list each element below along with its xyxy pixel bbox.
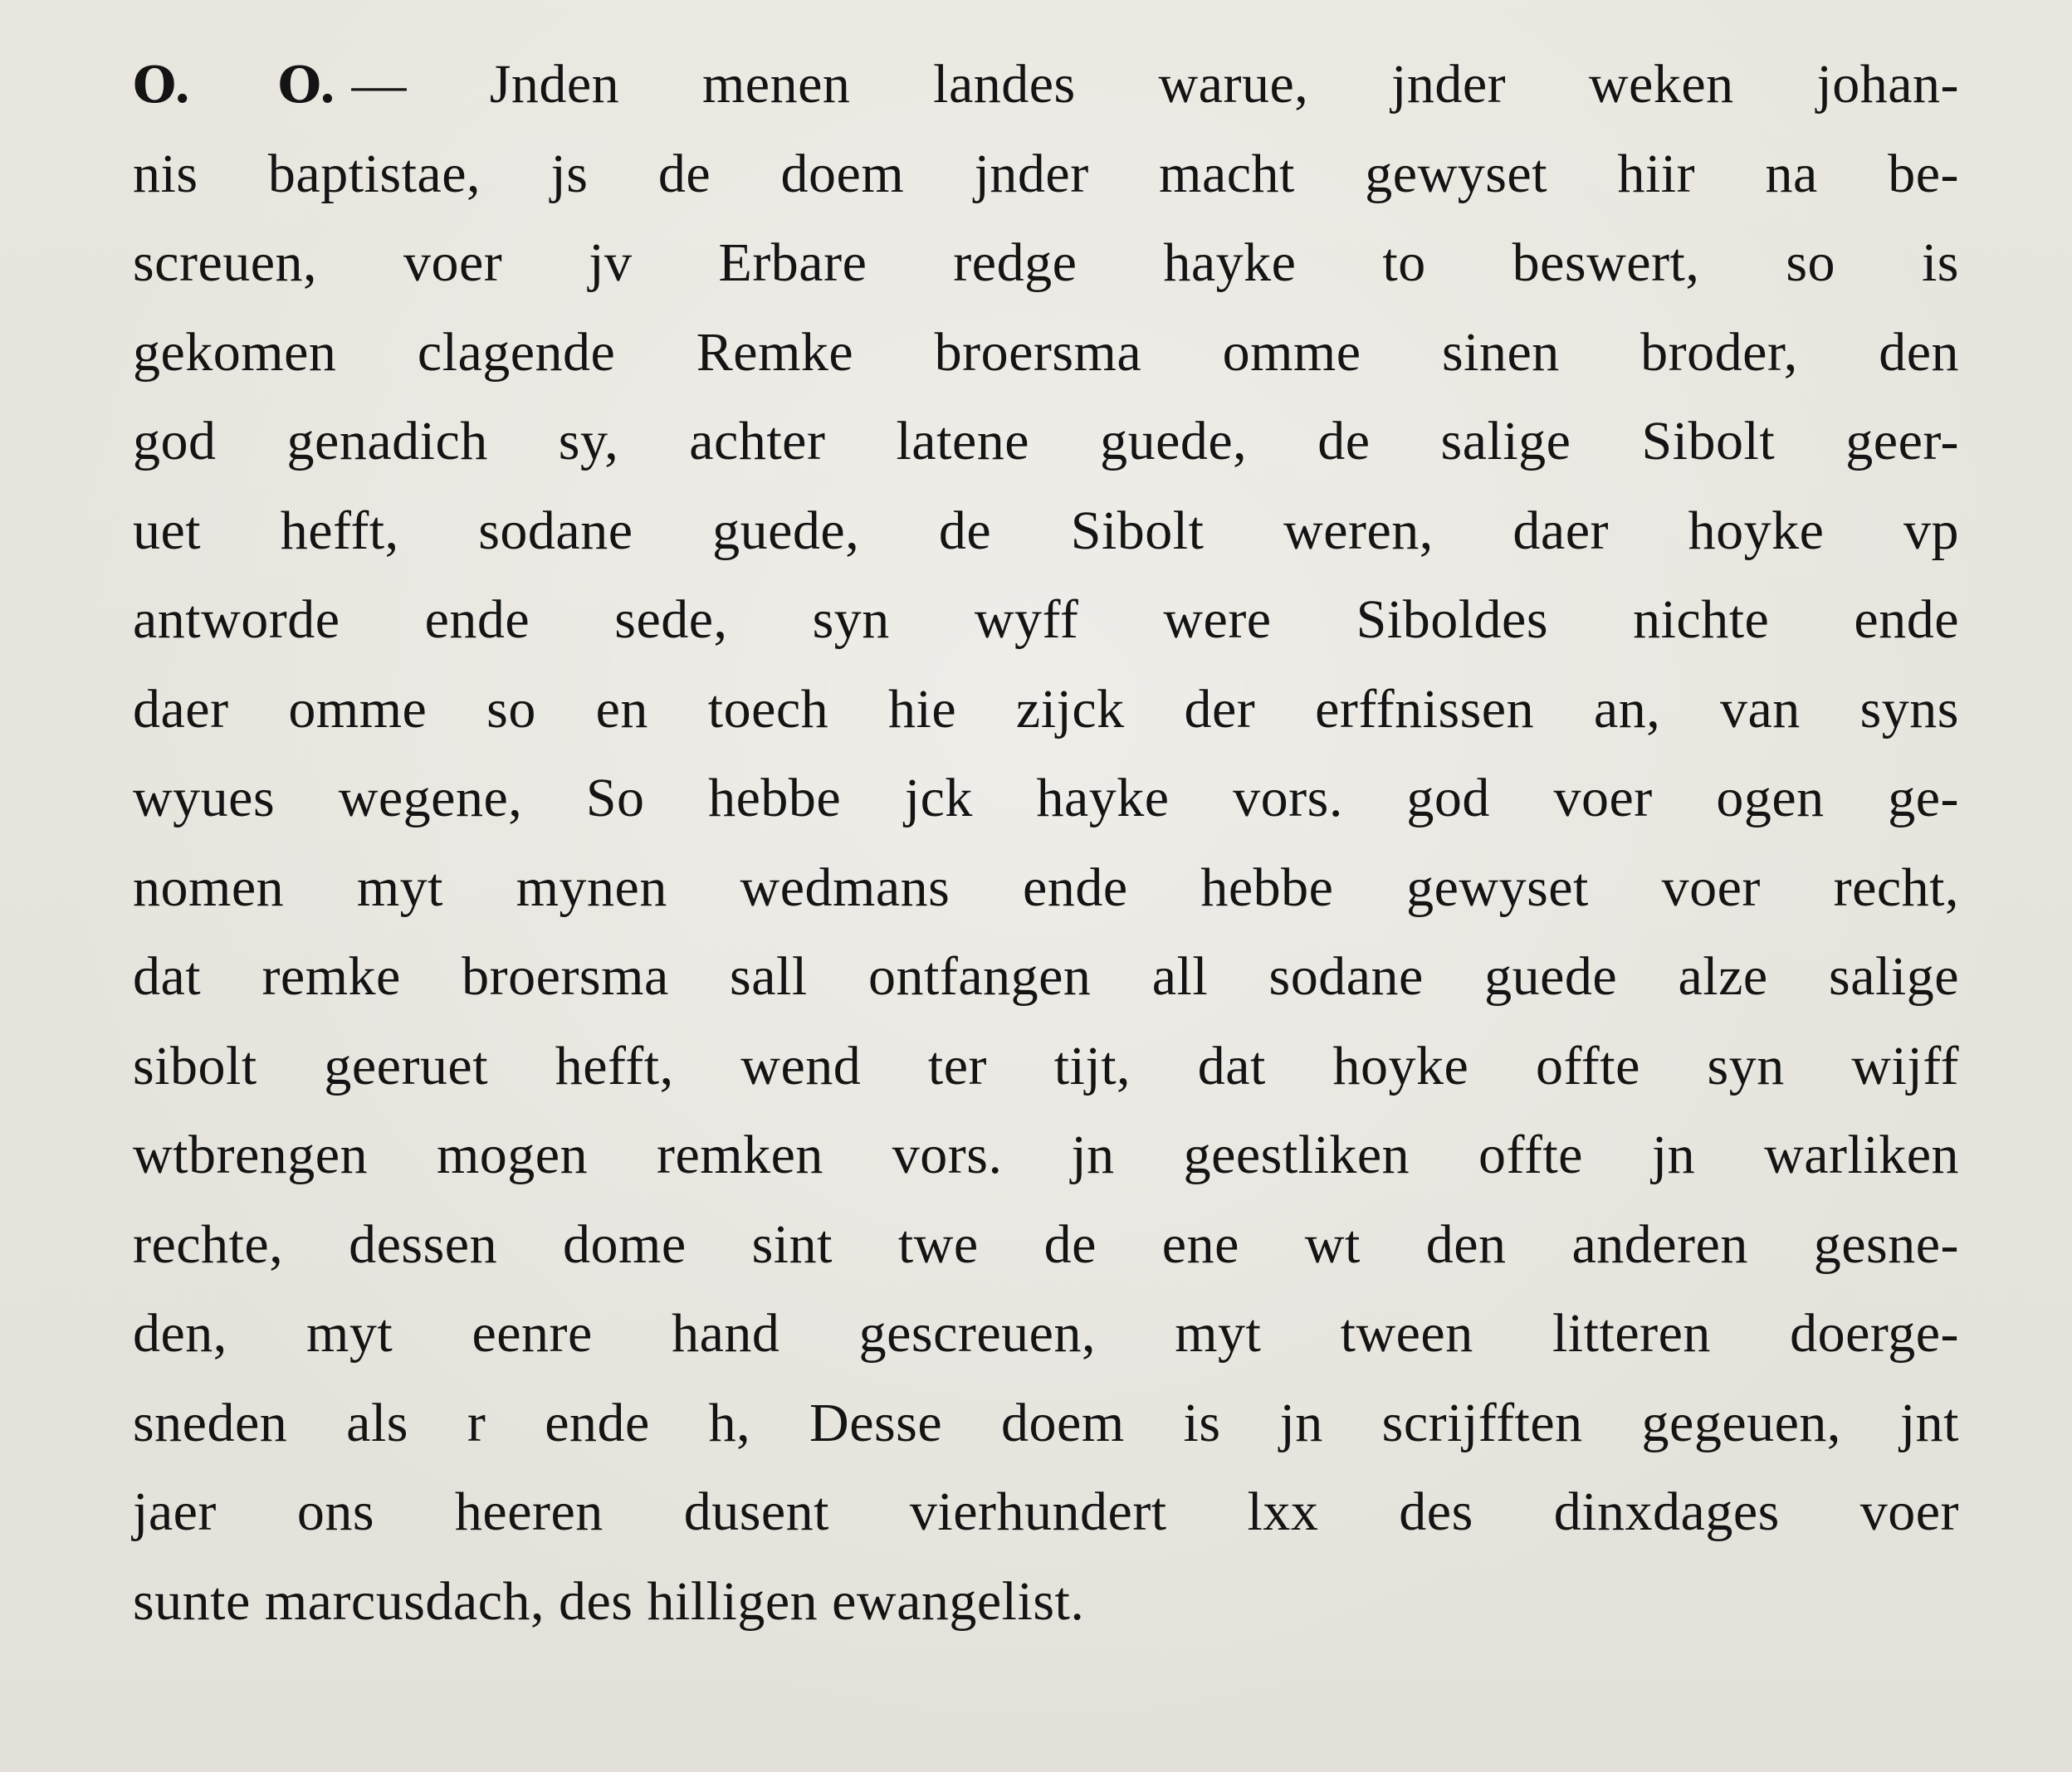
document-body [133,40,1959,1646]
text-line-2: nis baptistae, js de doem jnder macht gewyset hiir na be- [133,143,1959,204]
text-line-1 [133,40,1959,129]
text-line-5: god genadich sy, achter latene guede, de salige Sibolt geer- [133,411,1959,471]
text-line-3: screuen, voer jv Erbare redge hayke to beswert, so is [133,232,1959,293]
text-line-1-content: — Jnden menen landes warue, jnder weken johan- [351,54,1959,115]
text-line-17: jaer ons heeren dusent vierhundert lxx des dinxdages voer [133,1482,1959,1542]
text-line-11: dat remke broersma sall ontfangen all sodane guede alze salige [133,946,1959,1007]
text-line-18: sunte marcusdach, des hilligen ewangelist. [133,1570,1085,1632]
section-heading: O. O. [133,56,337,115]
text-line-8: daer omme so en toech hie zijck der erffnissen an, van syns [133,678,1959,740]
text-line-10: nomen myt mynen wedmans ende hebbe gewyset voer recht, [133,857,1959,918]
text-line-7: antworde ende sede, syn wyff were Siboldes nichte ende [133,589,1959,650]
text-line-4: gekomen clagende Remke broersma omme sinen broder, den [133,321,1959,383]
text-line-9: wyues wegene, So hebbe jck hayke vors. god voer ogen ge- [133,768,1959,828]
text-line-16: sneden als r ende h, Desse doem is jn scrijfften gegeuen, jnt [133,1392,1959,1453]
text-line-12: sibolt geeruet hefft, wend ter tijt, dat hoyke offte syn wijff [133,1035,1959,1096]
text-line-14: rechte, dessen dome sint twe de ene wt den anderen gesne- [133,1213,1959,1275]
text-line-6: uet hefft, sodane guede, de Sibolt weren, daer hoyke vp [133,500,1959,561]
text-line-15: den, myt eenre hand gescreuen, myt tween litteren doerge- [133,1303,1959,1364]
text-line-13: wtbrengen mogen remken vors. jn geestliken offte jn warliken [133,1125,1959,1185]
